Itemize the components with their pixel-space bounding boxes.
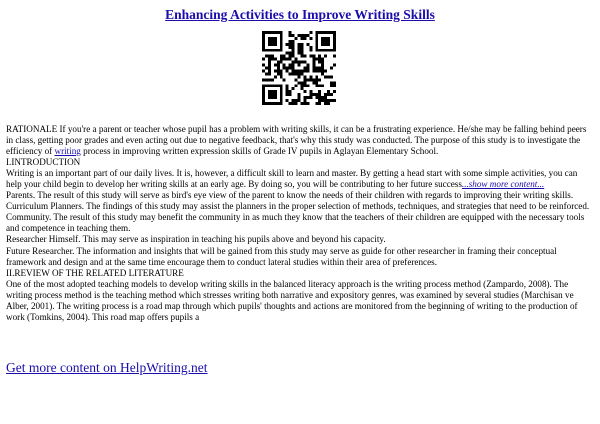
get-more-content-link[interactable]: Get more content on HelpWriting.net bbox=[6, 360, 208, 375]
parents-paragraph: Parents. The result of this study will serve as bird's eye view of the parent to know the needs of their children with regards to improving their writing skills. Curriculum Planners. The findings of this study may assist the planners in the proper selection of methods, techniques, and strategies that need to be reinforced. bbox=[6, 190, 590, 212]
page-title: Enhancing Activities to Improve Writing Skills bbox=[165, 7, 435, 22]
qr-code-icon bbox=[262, 31, 336, 105]
review-paragraph: One of the most adopted teaching models to develop writing skills in the balanced literacy approach is the writing process method (Zampardo, 2008). The writing process method is the teaching method which stresses writing both narrative and expository genres, was examined by several studies (Marchisan ve Alber, 2001). The writing process is a road map through which pupils' thoughts and actions are monitored from the beginning of writing to the production of work (Tomkins, 2004). This road map offers pupils a bbox=[6, 278, 578, 322]
rationale-paragraph: RATIONALE If you're a parent or teacher whose pupil has a problem with writing skills, it can be a frustrating experience. He/she may be falling behind peers in class, getting poor grades and even acting out due to negative feedback, that's why this study was conducted. The purpose of this study is to investigate the efficiency of writing process in improving written expression skills of Grade IV pupils in Aglayan Elementary School. bbox=[6, 124, 587, 157]
writing-link[interactable]: writing bbox=[54, 146, 81, 157]
community-paragraph: Community. The result of this study may benefit the community in as much they know that the teachers of their children are equipped with the necessary tools and competence in teaching them. bbox=[6, 212, 585, 234]
researcher-paragraph: Researcher Himself. This may serve as inspiration in teaching his pupils above and beyond his capacity. bbox=[6, 234, 386, 245]
review-heading: II.REVIEW OF THE RELATED LITERATURE bbox=[6, 267, 184, 278]
introduction-paragraph: Writing is an important part of our daily lives. It is, however, a difficult skill to learn and master. By getting a head start with some simple activities, you can help your child begin to develop her writing skills at an early age. By doing so, you will be contributing to her future success...show more content... bbox=[6, 168, 578, 190]
introduction-heading: I.INTRODUCTION bbox=[6, 157, 81, 168]
show-more-link[interactable]: ...show more content... bbox=[461, 179, 545, 190]
document-body bbox=[6, 124, 594, 323]
future-researcher-paragraph: Future Researcher. The information and insights that will be gained from this study may serve as guide for other researcher in framing their conceptual framework and design and at the same time encourage them to conduct lateral studies within their area of preferences. bbox=[6, 245, 557, 267]
